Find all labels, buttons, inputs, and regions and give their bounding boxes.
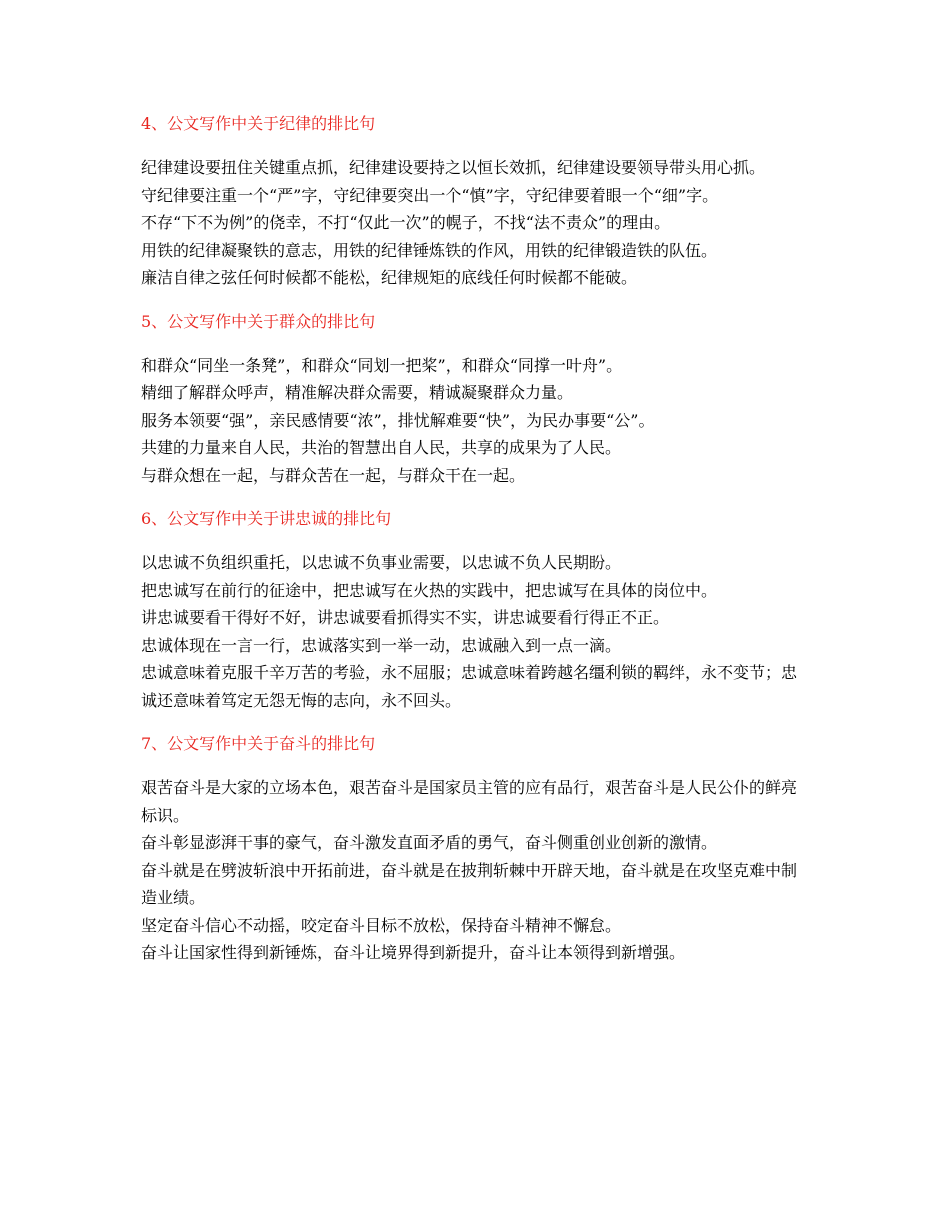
- section-heading: 7、公文写作中关于奋斗的排比句: [141, 734, 376, 753]
- paragraph: 忠诚意味着克服千辛万苦的考验，永不屈服；忠诚意味着跨越名缰利锁的羁绊，永不变节；忠诚还意味着笃定无怨无悔的志向，永不回头。: [141, 663, 798, 710]
- paragraph: 讲忠诚要看干得好不好，讲忠诚要看抓得实不实，讲忠诚要看行得正不正。: [141, 608, 670, 627]
- paragraph: 廉洁自律之弦任何时候都不能松，纪律规矩的底线任何时候都不能破。: [141, 268, 638, 287]
- paragraph: 不存“下不为例”的侥幸，不打“仅此一次”的幌子，不找“法不责众”的理由。: [141, 213, 671, 232]
- paragraph: 艰苦奋斗是大家的立场本色，艰苦奋斗是国家员主管的应有品行，艰苦奋斗是人民公仆的鲜亮标识。: [141, 778, 798, 825]
- paragraph: 用铁的纪律凝聚铁的意志，用铁的纪律锤炼铁的作风，用铁的纪律锻造铁的队伍。: [141, 240, 718, 260]
- paragraph: 坚定奋斗信心不动摇，咬定奋斗目标不放松，保持奋斗精神不懈怠。: [141, 915, 622, 935]
- section-heading: 4、公文写作中关于纪律的排比句: [141, 114, 376, 133]
- section-struggle: [141, 728, 811, 967]
- paragraph: 守纪律要注重一个“严”字，守纪律要突出一个“慎”字，守纪律要着眼一个“细”字。: [141, 185, 719, 205]
- paragraph: 奋斗就是在劈波斩浪中开拓前进，奋斗就是在披荆斩棘中开辟天地，奋斗就是在攻坚克难中制造业绩。: [141, 860, 798, 907]
- paragraph: 共建的力量来自人民，共治的智慧出自人民，共享的成果为了人民。: [141, 438, 622, 457]
- paragraph: 以忠诚不负组织重托，以忠诚不负事业需要，以忠诚不负人民期盼。: [141, 553, 622, 572]
- document-page: [141, 108, 811, 967]
- paragraph: 服务本领要“强”，亲民感情要“浓”，排忧解难要“快”，为民办事要“公”。: [141, 410, 655, 430]
- paragraph: 纪律建设要扭住关键重点抓，纪律建设要持之以恒长效抓，纪律建设要领导带头用心抓。: [141, 158, 766, 177]
- section-heading: 5、公文写作中关于群众的排比句: [141, 311, 376, 331]
- paragraph: 与群众想在一起，与群众苦在一起，与群众干在一起。: [141, 465, 526, 485]
- paragraph: 和群众“同坐一条凳”，和群众“同划一把桨”，和群众“同撑一叶舟”。: [141, 355, 623, 375]
- section-heading: 6、公文写作中关于讲忠诚的排比句: [141, 509, 392, 528]
- section-discipline: [141, 108, 811, 292]
- paragraph: 把忠诚写在前行的征途中，把忠诚写在火热的实践中，把忠诚写在具体的岗位中。: [141, 580, 718, 600]
- paragraph: 忠诚体现在一言一行，忠诚落实到一举一动，忠诚融入到一点一滴。: [141, 635, 622, 655]
- section-loyalty: [141, 503, 811, 714]
- section-masses: [141, 306, 811, 490]
- paragraph: 奋斗让国家性得到新锤炼，奋斗让境界得到新提升，奋斗让本领得到新增强。: [141, 943, 686, 962]
- paragraph: 奋斗彰显澎湃干事的豪气，奋斗激发直面矛盾的勇气，奋斗侧重创业创新的激情。: [141, 833, 718, 852]
- paragraph: 精细了解群众呼声，精准解决群众需要，精诚凝聚群众力量。: [141, 383, 574, 402]
